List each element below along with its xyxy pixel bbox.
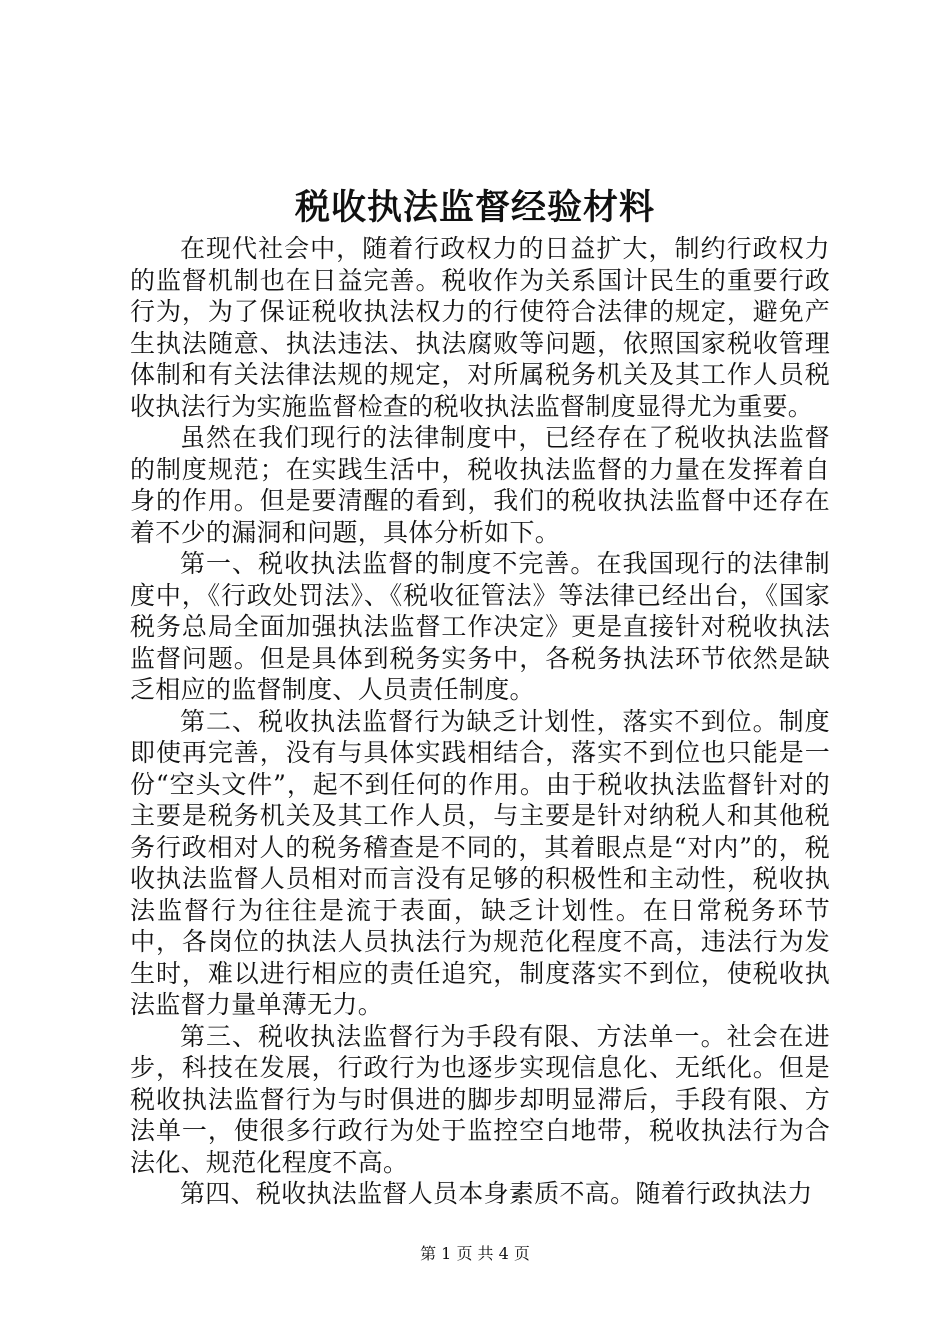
paragraph: 在现代社会中，随着行政权力的日益扩大，制约行政权力的监督机制也在日益完善。税收作为关系国计民生的重要行政行为，为了保证税收执法权力的行使符合法律的规定，避免产生执法随意、执法违法、执法腐败等问题，依照国家税收管理体制和有关法律法规的规定，对所属税务机关及其工作人员税收执法行为实施监督检查的税收执法监督制度显得尤为重要。: [130, 234, 830, 421]
paragraph: 第四、税收执法监督人员本身素质不高。随着行政执法力: [180, 1179, 813, 1208]
page-number-footer: 第 1 页 共 4 页: [420, 1244, 530, 1263]
page-title: 税收执法监督经验材料: [294, 187, 655, 228]
paragraph: 第三、税收执法监督行为手段有限、方法单一。社会在进步，科技在发展，行政行为也逐步实现信息化、无纸化。但是税收执法监督行为与时俱进的脚步却明显滞后，手段有限、方法单一，使很多行政行为处于监控空白地带，税收执法行为合法化、规范化程度不高。: [130, 1021, 830, 1177]
paragraph: 第二、税收执法监督行为缺乏计划性，落实不到位。制度即使再完善，没有与具体实践相结合，落实不到位也只能是一份“空头文件”，起不到任何的作用。由于税收执法监督针对的主要是税务机关及其工作人员，与主要是针对纳税人和其他税务行政相对人的税务稽查是不同的，其着眼点是“对内”的，税收执法监督人员相对而言没有足够的积极性和主动性，税收执法监督行为往往是流于表面，缺乏计划性。在日常税务环节中，各岗位的执法人员执法行为规范化程度不高，违法行为发生时，难以进行相应的责任追究，制度落实不到位，使税收执法监督力量单薄无力。: [130, 706, 830, 1019]
document-body: [130, 233, 830, 1210]
paragraph: 虽然在我们现行的法律制度中，已经存在了税收执法监督的制度规范；在实践生活中，税收执法监督的力量在发挥着自身的作用。但是要清醒的看到，我们的税收执法监督中还存在着不少的漏洞和问题，具体分析如下。: [130, 423, 830, 547]
paragraph: 第一、税收执法监督的制度不完善。在我国现行的法律制度中，《行政处罚法》、《税收征管法》等法律已经出台，《国家税务总局全面加强执法监督工作决定》更是直接针对税收执法监督问题。但是具体到税务实务中，各税务执法环节依然是缺乏相应的监督制度、人员责任制度。: [130, 549, 830, 704]
